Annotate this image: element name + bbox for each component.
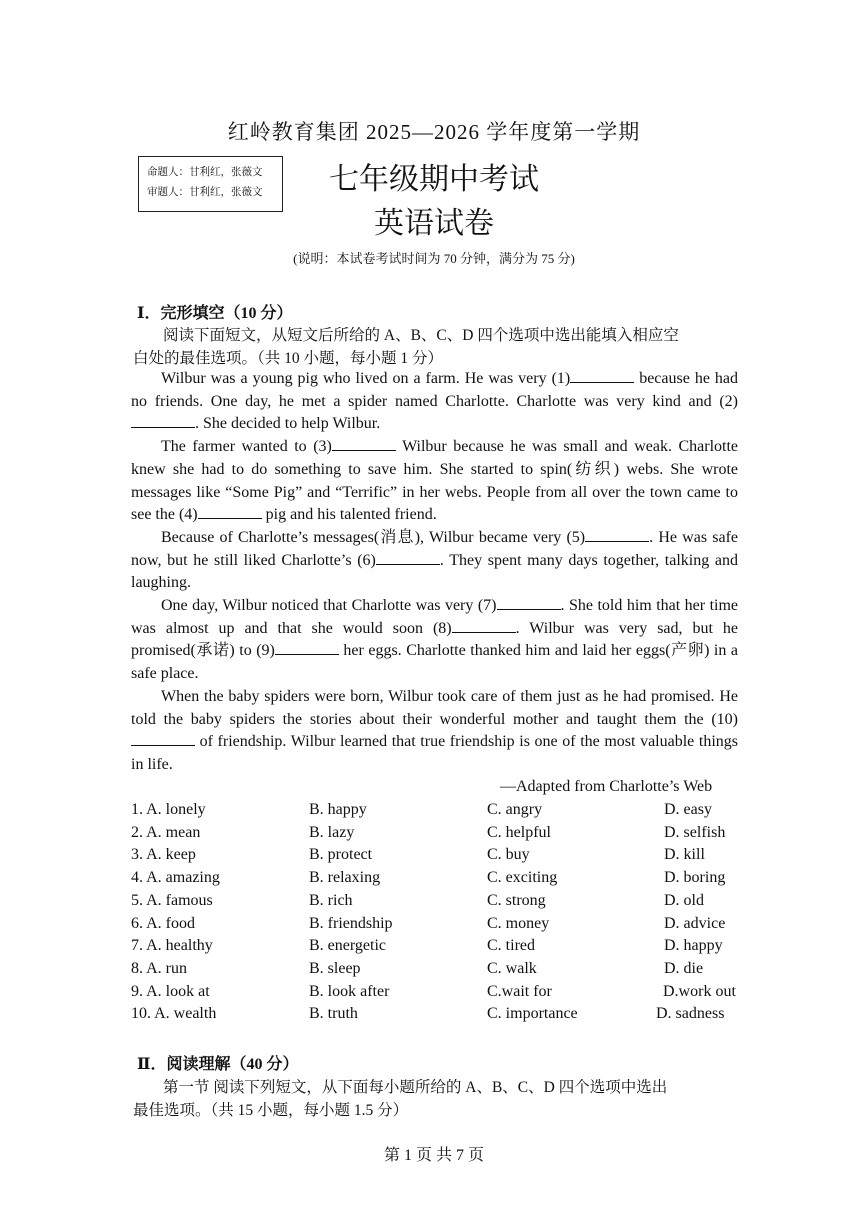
blank-2 bbox=[131, 413, 195, 428]
blank-3 bbox=[332, 436, 396, 451]
option-3-d: D. kill bbox=[664, 846, 705, 864]
section2-instruction-2: 最佳选项。（共 15 小题，每小题 1.5 分） bbox=[133, 1102, 409, 1119]
page-footer: 第 1 页 共 7 页 bbox=[383, 1147, 484, 1164]
option-10-b: B. truth bbox=[309, 1005, 358, 1023]
passage-paragraph: When the baby spiders were born, Wilbur took care of them just as he had promised. He told the baby spiders the stories about their wonderful mother and taught them the (10) of friendship. Wilbur learned that true friendship is one of the most valuable things in life. bbox=[131, 687, 738, 773]
option-9-b: B. look after bbox=[309, 982, 390, 1000]
option-5-a: 5. A. famous bbox=[131, 891, 213, 909]
blank-4 bbox=[198, 504, 262, 519]
option-1-d: D. easy bbox=[664, 801, 712, 818]
section2-instruction-1: 第一节 阅读下列短文，从下面每小题所给的 A、B、C、D 四个选项中选出 bbox=[163, 1079, 668, 1096]
option-10-d: D. sadness bbox=[656, 1005, 725, 1023]
option-2-a: 2. A. mean bbox=[131, 823, 201, 841]
option-9-a: 9. A. look at bbox=[131, 982, 210, 1000]
option-1-b: B. happy bbox=[309, 801, 367, 818]
option-4-c: C. exciting bbox=[487, 869, 558, 887]
exam-note: (说明：本试卷考试时间为 70 分钟，满分为 75 分) bbox=[293, 251, 575, 266]
option-3-c: C. buy bbox=[487, 846, 530, 864]
blank-6 bbox=[376, 550, 440, 565]
passage-paragraph: Because of Charlotte’s messages(消息), Wilbur became very (5) . He was safe now, but he still liked Charlotte’s (6) . They spent many days together, talking and laughing. bbox=[131, 528, 738, 592]
cloze-passage bbox=[131, 368, 738, 777]
option-5-b: B. rich bbox=[309, 891, 353, 909]
exam-header: 红岭教育集团 2025—2026 学年度第一学期 bbox=[227, 120, 641, 144]
option-4-d: D. boring bbox=[664, 869, 726, 887]
option-6-b: B. friendship bbox=[309, 914, 393, 932]
option-4-a: 4. A. amazing bbox=[131, 869, 220, 887]
section1-title: Ⅰ．完形填空（10 分） bbox=[137, 305, 293, 322]
passage-source: —Adapted from Charlotte’s Web bbox=[500, 778, 713, 795]
option-5-c: C. strong bbox=[487, 891, 546, 909]
option-10-a: 10. A. wealth bbox=[131, 1005, 217, 1023]
blank-8 bbox=[452, 618, 516, 633]
exam-subject: 英语试卷 bbox=[374, 207, 494, 240]
author-line: 命题人：甘利红，张薇文 bbox=[147, 167, 263, 178]
reviewer-line: 审题人：甘利红，张薇文 bbox=[147, 187, 263, 198]
blank-5 bbox=[585, 527, 649, 542]
passage-paragraph: One day, Wilbur noticed that Charlotte was very (7) . She told him that her time was almost up and that she would soon (8) . Wilbur was very sad, but he promised(承诺) to (9) her eggs. Charlotte thanked him and laid her eggs(产卵) in a safe place. bbox=[131, 597, 739, 683]
option-1-a: 1. A. lonely bbox=[131, 801, 206, 818]
option-1-c: C. angry bbox=[487, 801, 543, 818]
passage-paragraph: Wilbur was a young pig who lived on a farm. He was very (1) because he had no friends. One day, he met a spider named Charlotte. Charlotte was very kind and (2). She decided to help Wilbur. bbox=[131, 370, 738, 433]
exam-title: 七年级期中考试 bbox=[329, 163, 539, 196]
option-10-c: C. importance bbox=[487, 1005, 578, 1023]
option-7-a: 7. A. healthy bbox=[131, 937, 213, 955]
option-7-c: C. tired bbox=[487, 937, 535, 955]
option-3-a: 3. A. keep bbox=[131, 846, 196, 864]
option-6-c: C. money bbox=[487, 914, 550, 932]
option-8-b: B. sleep bbox=[309, 959, 361, 977]
option-3-b: B. protect bbox=[309, 846, 373, 864]
option-9-c: C.wait for bbox=[487, 982, 552, 1000]
option-9-d: D.work out bbox=[663, 982, 736, 1000]
option-8-c: C. walk bbox=[487, 959, 537, 977]
blank-1 bbox=[570, 368, 634, 383]
option-8-a: 8. A. run bbox=[131, 959, 187, 977]
blank-9 bbox=[275, 640, 339, 655]
section2-title: Ⅱ．阅读理解（40 分） bbox=[137, 1056, 299, 1073]
blank-10 bbox=[131, 731, 195, 746]
blank-7 bbox=[497, 595, 561, 610]
option-7-d: D. happy bbox=[664, 937, 723, 955]
passage-paragraph: The farmer wanted to (3) Wilbur because he was small and weak. Charlotte knew she had to do something to save him. She started to spin(纺织) webs. She wrote messages like “Some Pig” and “Terrific” in her webs. People from all over the town came to see the (4) pig and his talented friend. bbox=[131, 438, 739, 524]
section1-instruction-1: 阅读下面短文，从短文后所给的 A、B、C、D 四个选项中选出能填入相应空 bbox=[163, 327, 679, 344]
option-2-b: B. lazy bbox=[309, 823, 355, 841]
option-7-b: B. energetic bbox=[309, 937, 387, 955]
option-5-d: D. old bbox=[664, 891, 704, 909]
option-2-d: D. selfish bbox=[664, 823, 726, 841]
option-6-a: 6. A. food bbox=[131, 914, 195, 932]
section1-instruction-2: 白处的最佳选项。（共 10 小题，每小题 1 分） bbox=[133, 350, 444, 367]
option-8-d: D. die bbox=[664, 959, 704, 977]
option-6-d: D. advice bbox=[664, 914, 726, 932]
option-2-c: C. helpful bbox=[487, 823, 551, 841]
option-4-b: B. relaxing bbox=[309, 869, 381, 887]
